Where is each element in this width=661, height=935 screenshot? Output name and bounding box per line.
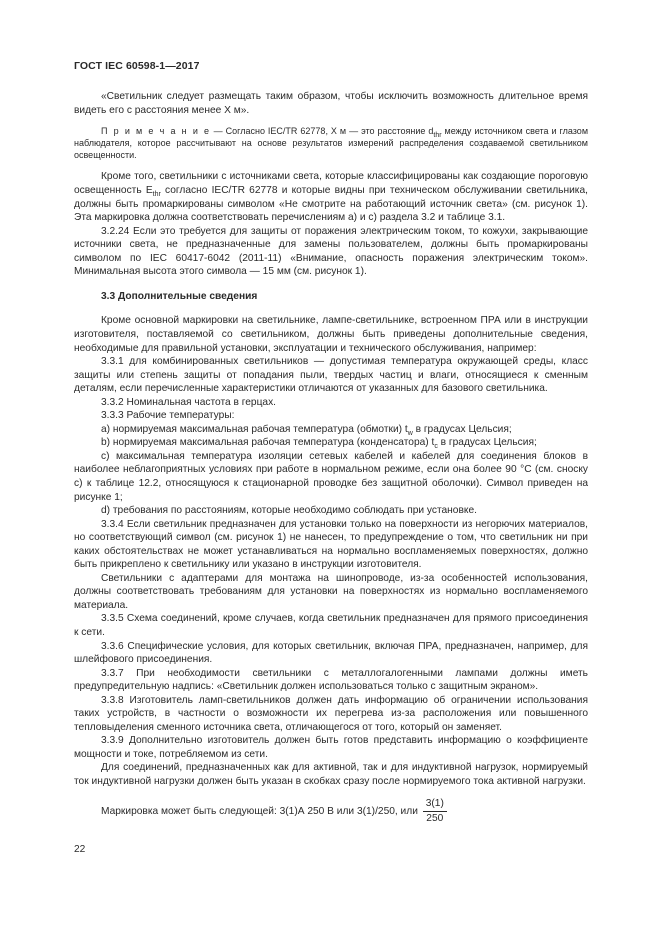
document-header: ГОСТ IEC 60598-1—2017 bbox=[74, 60, 200, 72]
note-paragraph bbox=[74, 126, 588, 161]
paragraph-3-3-8: 3.3.8 Изготовитель ламп-светильников должен дать информацию об ограничении использования таких устройств, в частности о возможности их перегрева из-за расположения или повышенного тепловыделения сменного источника света, отличающегося от того, который он заменяет. bbox=[74, 694, 588, 733]
marking-text: Маркировка может быть следующей: 3(1)А 250 В или 3(1)/250, или bbox=[101, 805, 421, 817]
paragraph-connections: Для соединений, предназначенных как для активной, так и для индуктивной нагрузок, нормируемый ток индуктивной нагрузки должен быть указан в скобках сразу после нормируемого тока активной нагрузки. bbox=[74, 762, 588, 787]
fraction-numerator: 3(1) bbox=[423, 798, 447, 812]
document-body bbox=[74, 90, 588, 825]
list-item-b bbox=[74, 436, 588, 450]
list-item-a-text: a) нормируемая максимальная рабочая температура (обмотки) t bbox=[101, 423, 408, 435]
list-item-c: c) максимальная температура изоляции сетевых кабелей и кабелей для соединения блоков в наиболее неблагоприятных условиях при работе в нормальном режиме, если она более 90 °С (см. сноску с) к таблице 12.2, относящуюся к стационарной проводке без защитной оболочки). Символ приведен на рисунке 1; bbox=[74, 450, 588, 503]
note-label: П р и м е ч а н и е bbox=[101, 126, 211, 137]
paragraph-3-3-4: 3.3.4 Если светильник предназначен для установки только на поверхности из негорючих материалов, но соответствующий символ (см. рисунок 1) не нанесен, то предупреждение о том, что светильник ни при каких обстоятельствах не может устанавливаться на нормально воспламеняемых поверхностях, должно быть прикреплено к светильнику или указано в инструкции изготовителя. bbox=[74, 518, 588, 571]
list-item-b-text: b) нормируемая максимальная рабочая температура (конденсатора) t bbox=[101, 437, 435, 449]
note-text-a: — Согласно IEC/TR 62778, X м — это расстояние d bbox=[210, 126, 434, 137]
paragraph-3-3-7: 3.3.7 При необходимости светильники с металлогалогенными лампами должны иметь предупредительную надпись: «Светильник должен использоваться только с защитным экраном». bbox=[74, 667, 588, 693]
list-item-b-subscript: c bbox=[434, 443, 438, 451]
threshold-subscript: thr bbox=[152, 191, 161, 199]
paragraph-intro: Кроме основной маркировки на светильнике, лампе-светильнике, встроенном ПРА или в инструкции изготовителя, поставляемой со светильником, должны быть приведены дополнительные сведения, необходимые для правильной установки, эксплуатации и технического обслуживания, например: bbox=[74, 315, 588, 354]
paragraph-threshold-marking bbox=[74, 170, 588, 224]
paragraph-threshold-text-a: Кроме того, светильники с источниками света, которые классифицированы как создающие пороговую освещенность E bbox=[74, 171, 588, 197]
note-subscript: thr bbox=[433, 131, 442, 139]
list-item-a bbox=[74, 423, 588, 437]
paragraph-3-3-6: 3.3.6 Специфические условия, для которых светильник, включая ПРА, предназначен, например, для шлейфового присоединения. bbox=[74, 640, 588, 666]
paragraph-3-3-9: 3.3.9 Дополнительно изготовитель должен быть готов представить информацию о коэффициенте мощности и токе, потребляемом из сети. bbox=[74, 735, 588, 760]
marking-example bbox=[74, 798, 588, 825]
paragraph-threshold-text-b: согласно IEC/TR 62778 и которые видны при техническом обслуживании светильника, должны быть промаркированы символом «Не смотрите на работающий источник света» (см. рисунок 1). Эта маркировка должна соответствовать перечислениям а) и с) раздела 3.2 и таблице 3.1. bbox=[74, 185, 588, 224]
paragraph-3-3-1: 3.3.1 для комбинированных светильников — допустимая температура окружающей среды, класс защиты или степень защиты от попадания пыли, твердых частиц и влаги, относящиеся к сменным деталям, если перечисленные характеристики отличаются от указанных для базового светильника. bbox=[74, 356, 588, 395]
list-item-b-tail: в градусах Цельсия; bbox=[437, 437, 537, 449]
paragraph-3-2-24: 3.2.24 Если это требуется для защиты от поражения электрическим током, то кожухи, закрывающие источники света, не предназначенные для замены пользователем, должны быть промаркированы символом по IEC 60417-6042 (2011-11) «Внимание, опасность поражения электрическим током». Минимальная высота этого символа — 15 мм (см. рисунок 1). bbox=[74, 225, 588, 278]
page-number: 22 bbox=[74, 844, 86, 855]
fraction-denominator: 250 bbox=[426, 812, 444, 824]
list-item-a-tail: в градусах Цельсия; bbox=[412, 423, 512, 435]
paragraph-adapters: Светильники с адаптерами для монтажа на шинопроводе, из-за особенностей использования, должны соответствовать требованиям для установки на поверхностях из нормально воспламеняемого материала. bbox=[74, 572, 588, 611]
note-text-b: между источником света и глазом наблюдателя, которое рассчитывают на основе результатов измерений распределения создаваемой светильником освещенности. bbox=[74, 126, 589, 160]
section-heading-3-3: 3.3 Дополнительные сведения bbox=[101, 290, 258, 302]
marking-fraction bbox=[423, 798, 447, 825]
paragraph-3-3-2: 3.3.2 Номинальная частота в герцах. bbox=[101, 396, 276, 408]
paragraph-3-3-5: 3.3.5 Схема соединений, кроме случаев, когда светильник предназначен для прямого присоединения к сети. bbox=[74, 613, 588, 638]
paragraph-3-3-3: 3.3.3 Рабочие температуры: bbox=[101, 410, 235, 422]
list-item-a-subscript: w bbox=[407, 429, 413, 437]
quote-paragraph: «Светильник следует размещать таким образом, чтобы исключить возможность длительное время видеть его с расстояния менее X м». bbox=[74, 91, 588, 116]
list-item-d: d) требования по расстояниям, которые необходимо соблюдать при установке. bbox=[101, 505, 477, 517]
